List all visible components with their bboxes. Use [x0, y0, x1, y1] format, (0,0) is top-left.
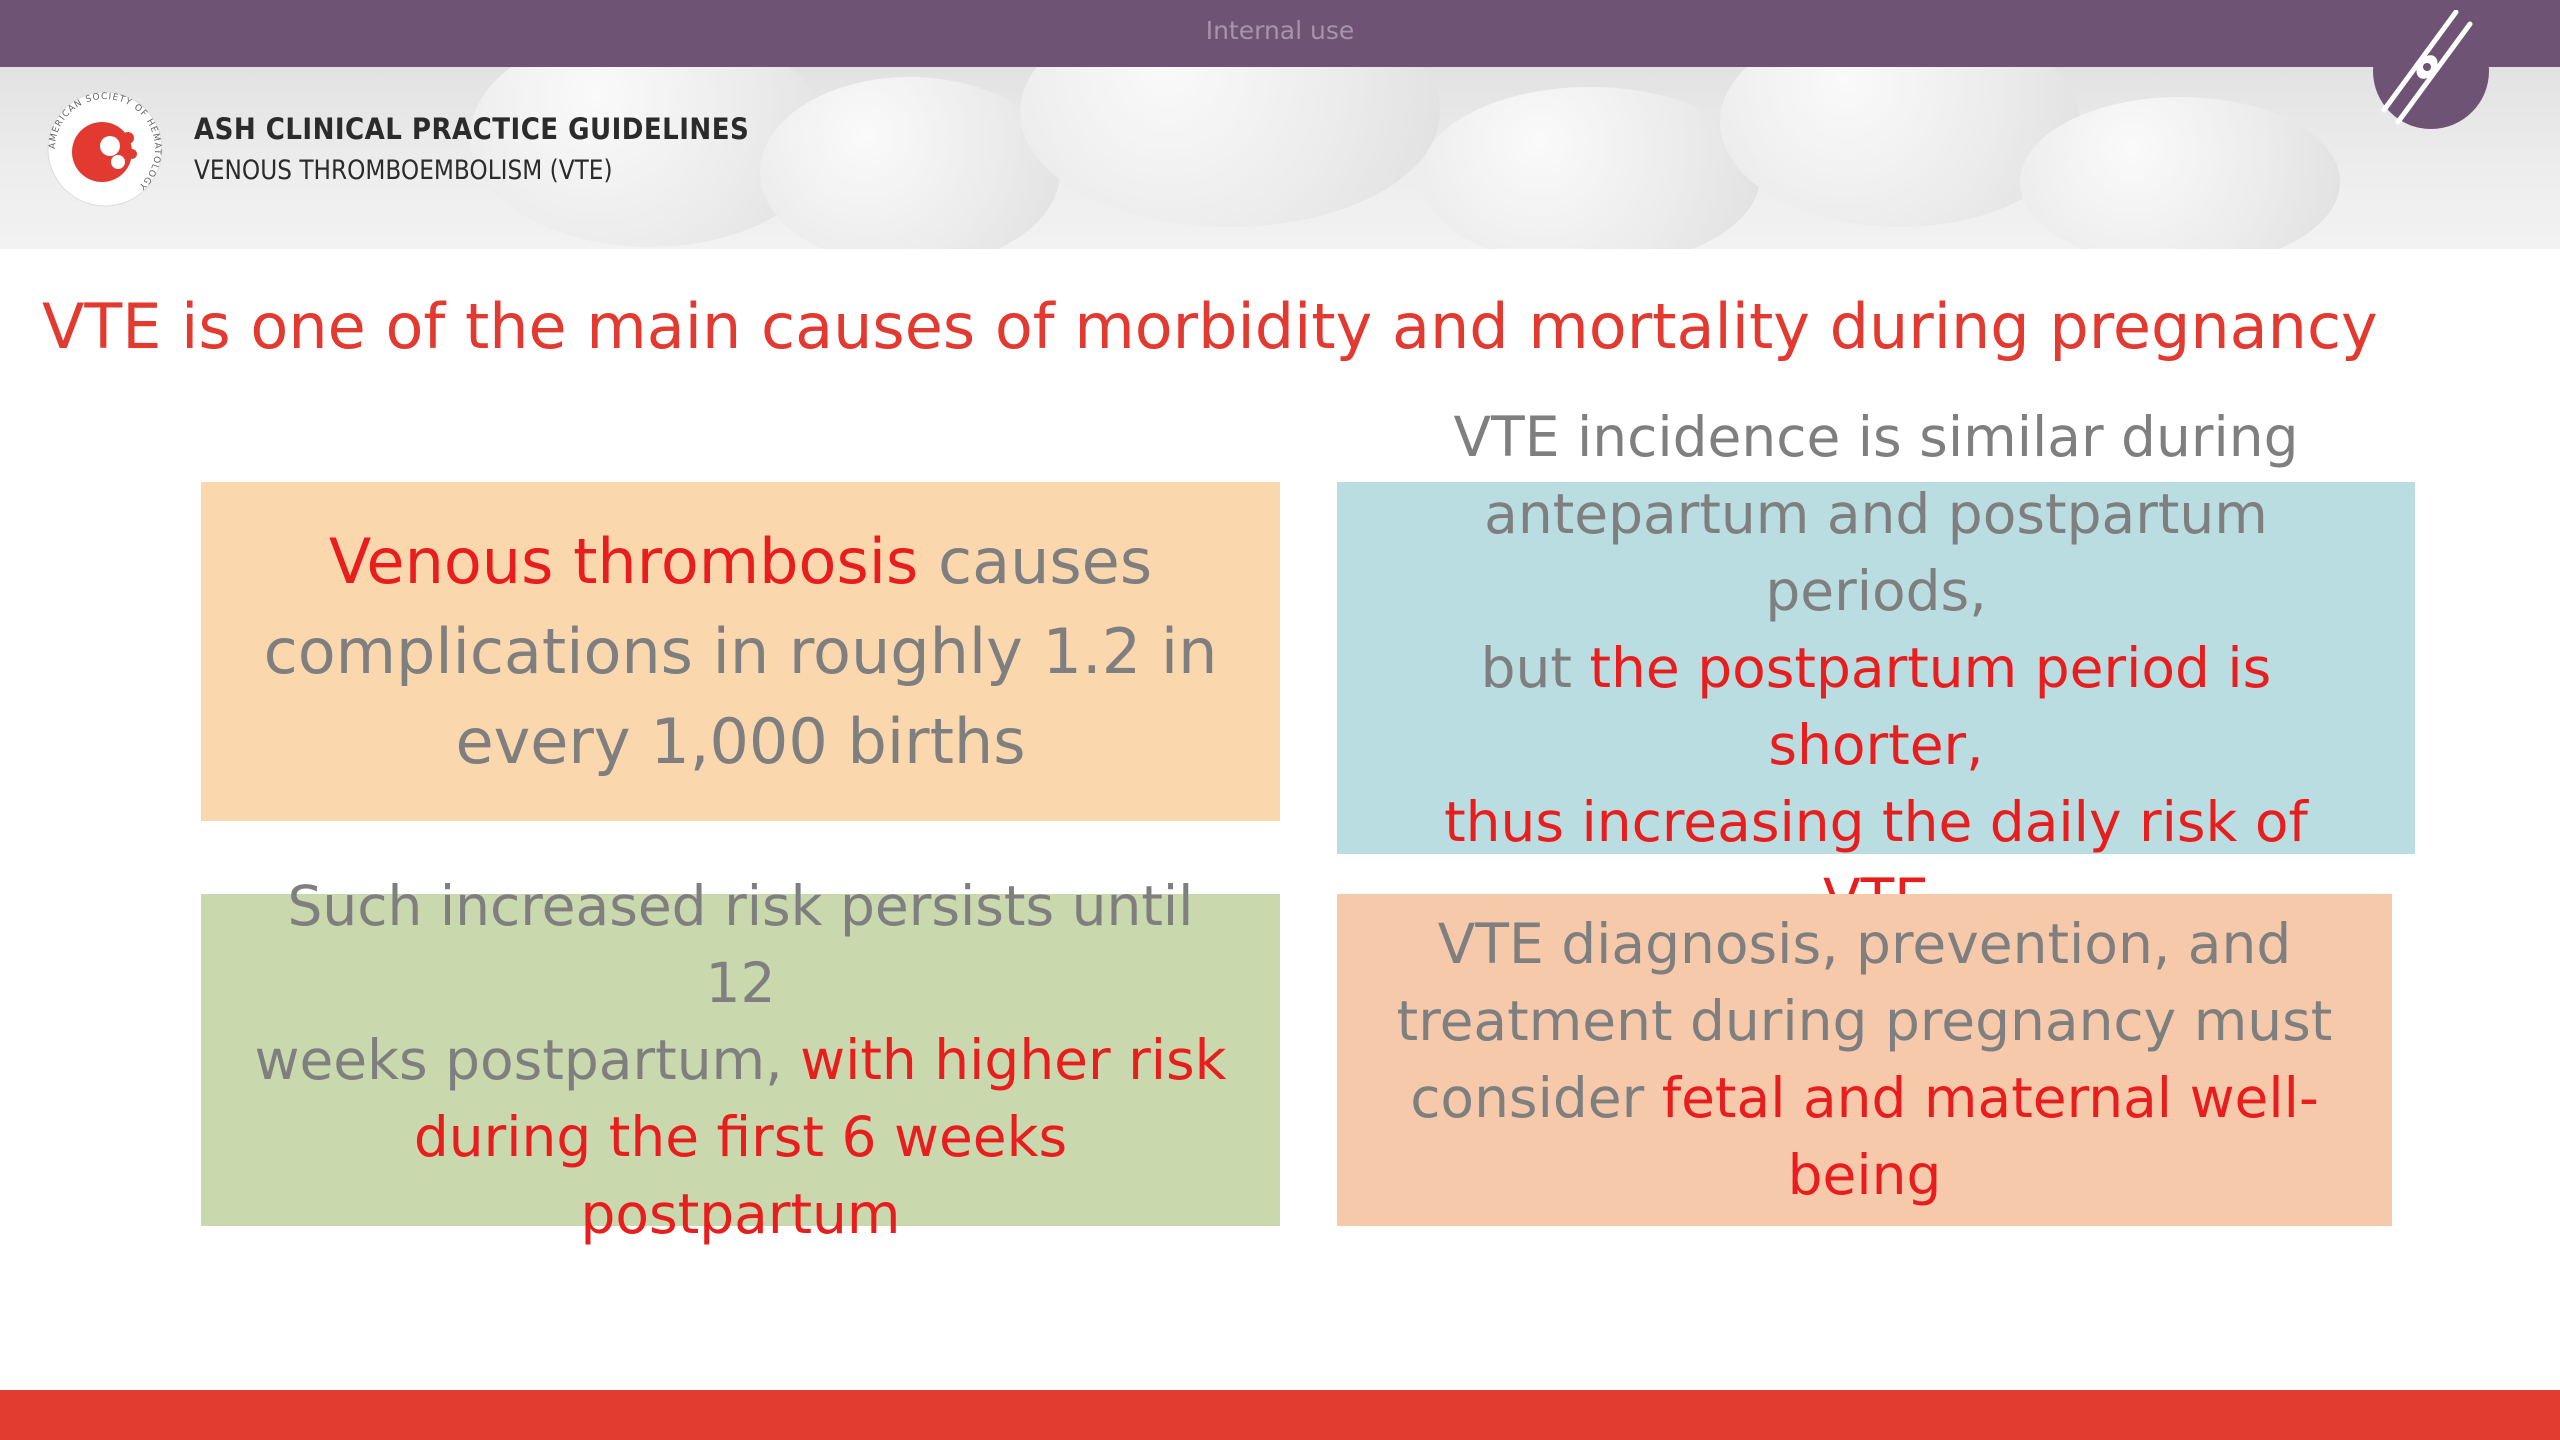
- highlight-text: fetal and maternal well-being: [1661, 1066, 2319, 1207]
- card-text-segment: weeks postpartum,: [254, 1027, 801, 1092]
- blood-vessel-emblem-icon: [2370, 10, 2492, 132]
- top-bar: [0, 0, 2560, 67]
- card-text-segment: treatment during pregnancy must: [1396, 989, 2333, 1053]
- guidelines-subtitle: VENOUS THROMBOEMBOLISM (VTE): [194, 155, 613, 186]
- classification-label: Internal use: [1205, 16, 1355, 45]
- card-text-segment: antepartum and postpartum periods,: [1484, 481, 2268, 623]
- blood-cell-background: [760, 77, 1060, 249]
- card-diagnosis-treatment: [1337, 894, 2392, 1226]
- logo-ring-text: AMERICAN SOCIETY OF HEMATOLOGY: [47, 91, 163, 192]
- card-text-segment: but: [1480, 635, 1590, 700]
- card-thrombosis-complications: [201, 482, 1280, 821]
- card-text-segment: VTE diagnosis, prevention, and: [1437, 912, 2292, 976]
- card-text-segment: consider: [1410, 1066, 1662, 1130]
- slide-title: VTE is one of the main causes of morbidity and mortality during pregnancy: [42, 290, 2378, 363]
- card-vte-incidence: [1337, 404, 2415, 854]
- card-text: [1387, 906, 2342, 1214]
- blood-cell-background: [1420, 87, 1760, 249]
- card-text-segment: complications in roughly 1.2 in: [263, 614, 1218, 688]
- blood-cell-background: [2020, 97, 2340, 249]
- card-text: [264, 517, 1218, 787]
- bottom-bar: [0, 1390, 2560, 1440]
- card-text-segment: every 1,000 births: [455, 704, 1026, 778]
- blood-cell-background: [1020, 67, 1440, 227]
- highlight-text: the postpartum period is shorter,: [1589, 635, 2272, 777]
- card-text-segment: causes: [918, 524, 1153, 598]
- card-text-segment: VTE incidence is similar during: [1453, 404, 2299, 469]
- guidelines-title: ASH CLINICAL PRACTICE GUIDELINES: [194, 112, 750, 146]
- ash-logo: [44, 88, 166, 210]
- card-text: [251, 868, 1230, 1253]
- card-text: [1387, 399, 2365, 938]
- highlight-text: Venous thrombosis: [328, 524, 919, 598]
- highlight-text: during the first 6 weeks postpartum: [413, 1104, 1068, 1246]
- highlight-text: thus increasing the daily risk of: [1444, 789, 2308, 854]
- card-postpartum-risk: [201, 873, 1280, 1246]
- card-text-segment: Such increased risk persists until 12: [287, 873, 1194, 1015]
- highlight-text: with higher risk: [800, 1027, 1227, 1092]
